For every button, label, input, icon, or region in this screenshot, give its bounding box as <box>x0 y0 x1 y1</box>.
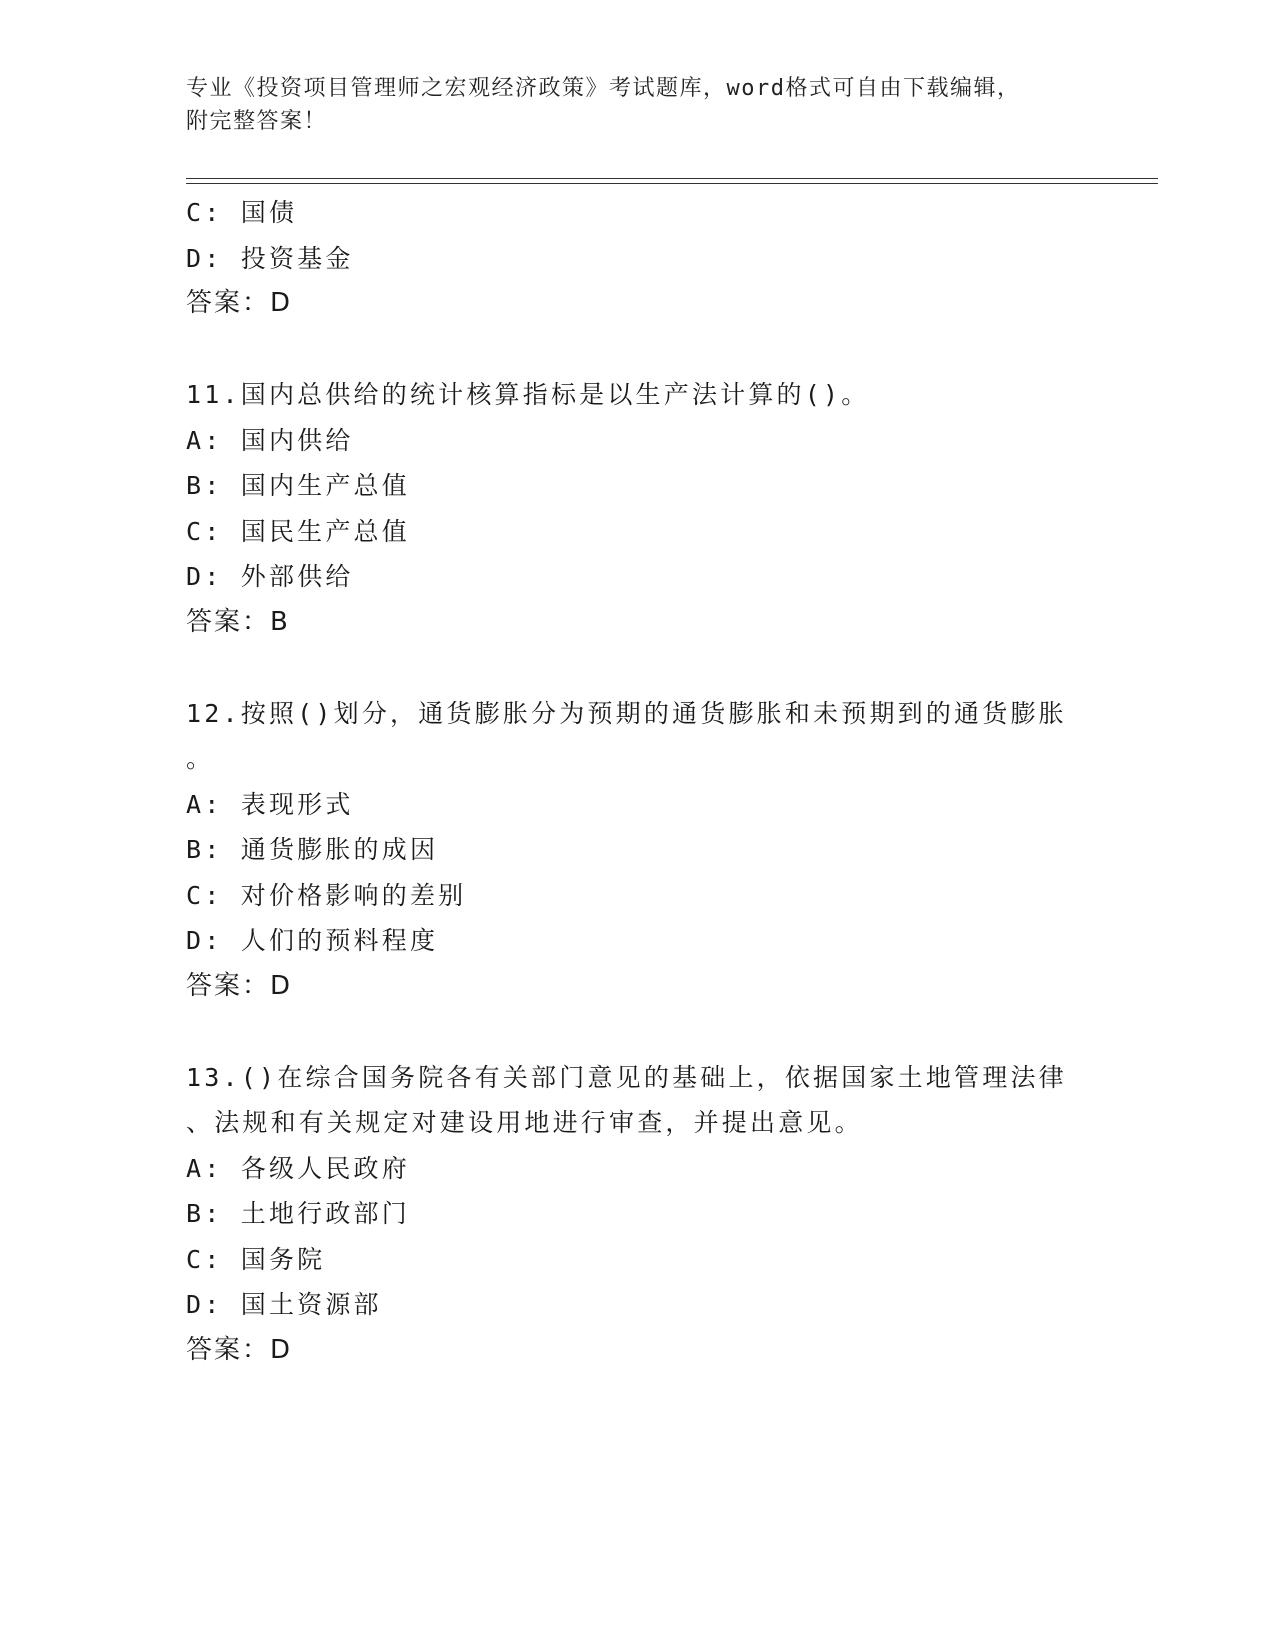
option-c: C: 国务院 <box>186 1244 326 1274</box>
option-c: C: 国债 <box>186 198 298 227</box>
document-header <box>186 72 1086 138</box>
spacer <box>186 1009 1086 1055</box>
question-stem-continued: 、法规和有关规定对建设用地进行审查，并提出意见。 <box>186 1108 863 1137</box>
option-b: B: 通货膨胀的成因 <box>186 835 439 864</box>
question-stem: 12.按照()划分，通货膨胀分为预期的通货膨胀和未预期到的通货膨胀 <box>186 698 1067 728</box>
option-b: B: 国内生产总值 <box>186 471 410 500</box>
option-a: A: 各级人民政府 <box>186 1153 410 1183</box>
option-d: D: 人们的预料程度 <box>186 926 439 955</box>
spacer <box>186 645 1086 691</box>
header-line-1: 专业《投资项目管理师之宏观经济政策》考试题库，word格式可自由下载编辑， <box>186 76 1021 101</box>
option-a: A: 国内供给 <box>186 425 354 455</box>
option-d: D: 国土资源部 <box>186 1290 382 1319</box>
answer-line: 答案：B <box>186 606 290 637</box>
question-list <box>186 190 1086 1373</box>
option-d: D: 投资基金 <box>186 243 354 273</box>
question-stem: 11.国内总供给的统计核算指标是以生产法计算的()。 <box>186 380 870 409</box>
spacer <box>186 327 1086 373</box>
header-line-2: 附完整答案！ <box>186 109 328 134</box>
answer-line: 答案：D <box>186 1334 293 1365</box>
option-d: D: 外部供给 <box>186 562 354 591</box>
option-a: A: 表现形式 <box>186 789 354 819</box>
option-b: B: 土地行政部门 <box>186 1199 410 1228</box>
option-c: C: 对价格影响的差别 <box>186 880 467 910</box>
answer-line: 答案：D <box>186 288 293 318</box>
option-c: C: 国民生产总值 <box>186 516 410 546</box>
question-block-13 <box>186 1055 1086 1374</box>
header-divider-top <box>186 178 1158 179</box>
question-stem-continued: 。 <box>186 744 215 773</box>
question-block-12 <box>186 691 1086 1010</box>
question-stem: 13.()在综合国务院各有关部门意见的基础上，依据国家土地管理法律 <box>186 1062 1067 1092</box>
question-block-11 <box>186 372 1086 645</box>
answer-line: 答案：D <box>186 970 293 1001</box>
header-divider-bottom <box>186 183 1158 184</box>
question-block-prev <box>186 190 1086 327</box>
